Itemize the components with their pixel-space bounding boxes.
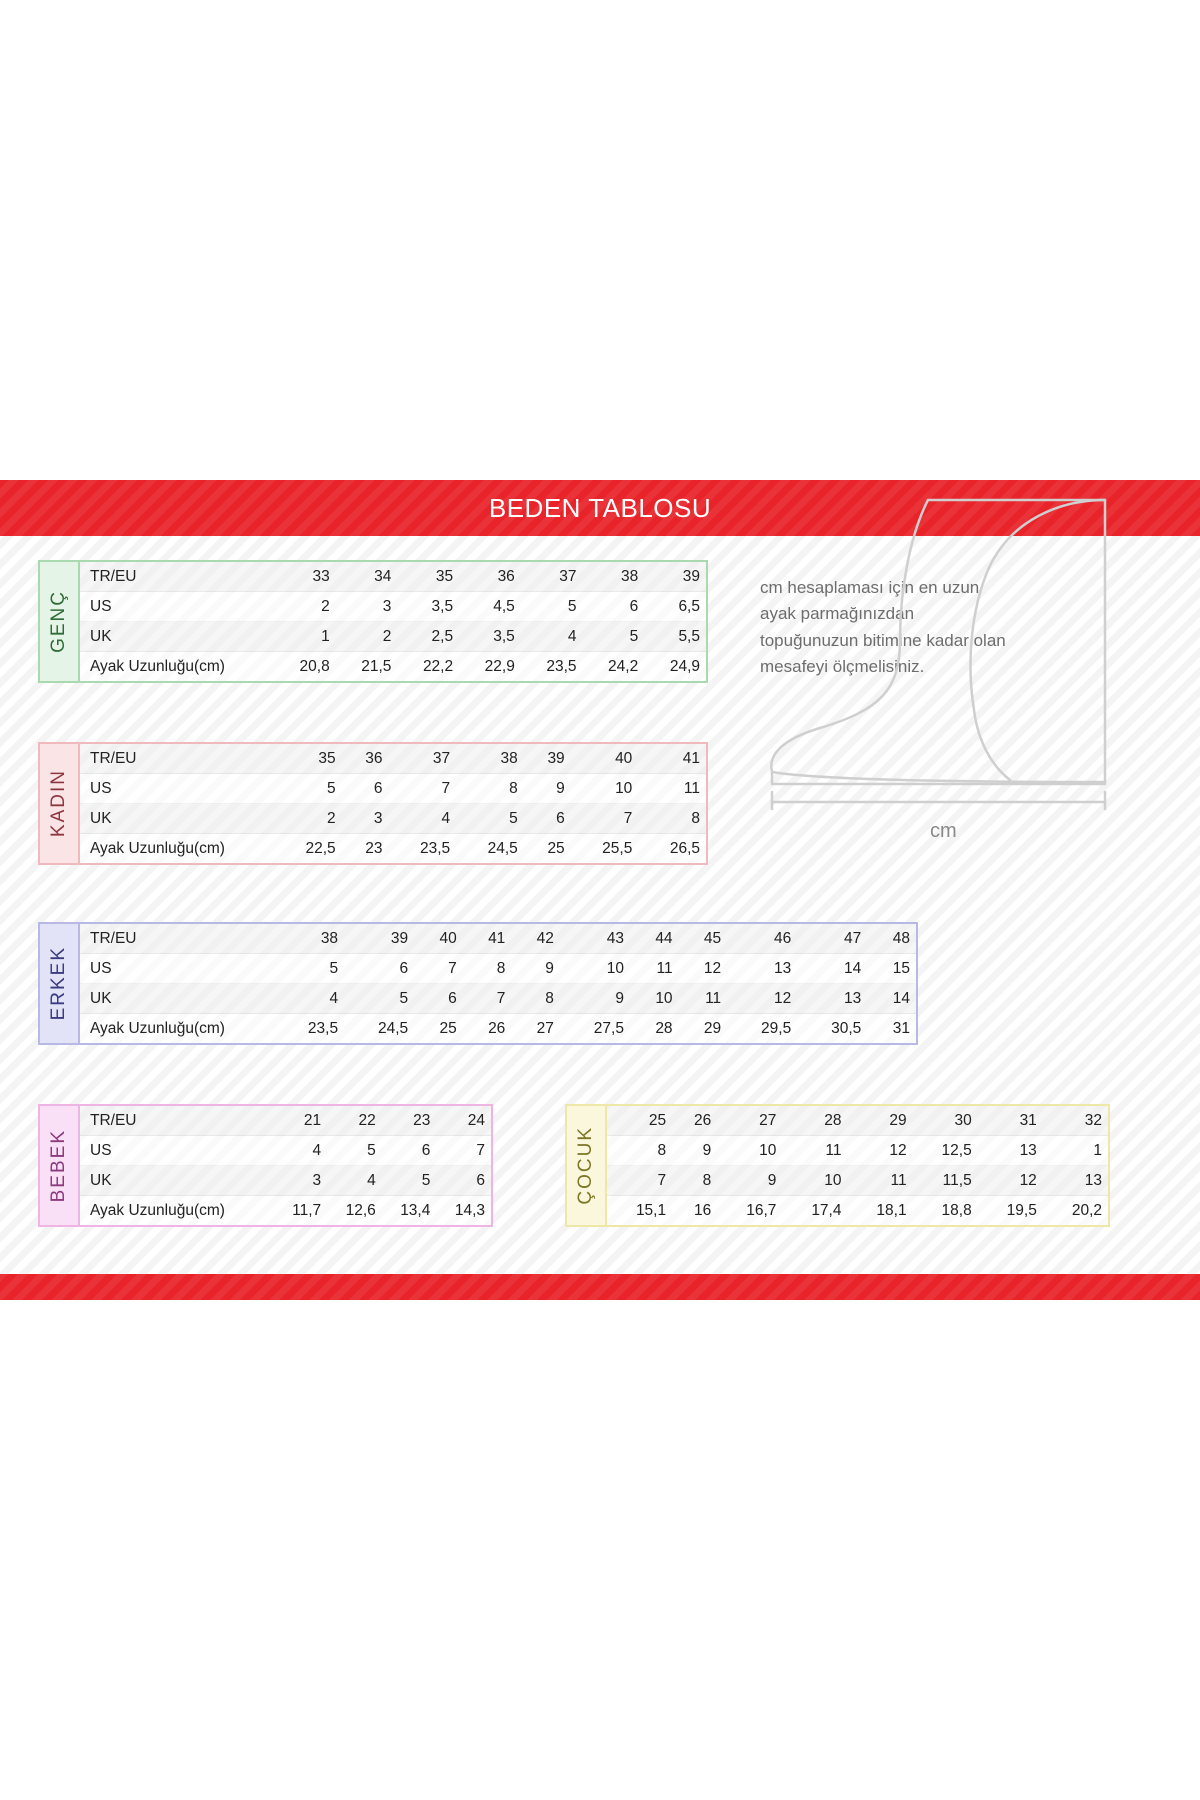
size-block-erkek [38,922,918,1045]
cell: 6 [342,774,389,804]
cell: 6 [414,984,463,1014]
cell: 4,5 [459,592,521,622]
cell: 9 [560,984,630,1014]
cell: 25 [607,1106,672,1136]
table-row [80,774,706,804]
cell: 8 [511,984,560,1014]
cell: 11,7 [292,1201,322,1219]
cell: 38 [456,744,524,774]
chart-footer [0,1274,1200,1300]
size-block-genc [38,560,708,683]
cell: 45 [679,924,728,954]
cell: 28 [782,1106,847,1136]
cell: 8 [672,1166,717,1196]
block-label-kadin [40,744,80,863]
cell: 39 [644,562,706,592]
cell: 30 [913,1106,978,1136]
table-row [80,1196,491,1226]
cell: 1 [1043,1136,1108,1166]
cell: 18,1 [876,1201,907,1219]
table-row [80,652,706,682]
cell: 20,2 [1071,1201,1102,1219]
cell: 39 [344,924,414,954]
table-row [80,744,706,774]
cell: 24,2 [608,657,639,675]
cell: 23,5 [419,839,451,857]
cell: 13 [1043,1166,1108,1196]
cell: 44 [630,924,679,954]
table-row [80,1106,491,1136]
cell: 26 [672,1106,717,1136]
cell: 12 [847,1136,912,1166]
row-label-length: Ayak Uzunluğu(cm) [90,1019,225,1037]
cell: 11 [847,1166,912,1196]
row-label-tr-eu: TR/EU [80,744,274,774]
cell: 37 [389,744,457,774]
cell: 29 [847,1106,912,1136]
cell: 14 [797,954,867,984]
cell: 5 [344,984,414,1014]
row-label-length: Ayak Uzunluğu(cm) [90,839,225,857]
cell: 27 [536,1019,554,1037]
cell: 40 [414,924,463,954]
cell: 5 [382,1166,437,1196]
table-row [80,592,706,622]
table-row [607,1196,1108,1226]
row-label-us: US [80,774,274,804]
cell: 8 [463,954,512,984]
cell: 12,5 [913,1136,978,1166]
block-label-bebek-text: BEBEK [48,1128,69,1203]
table-row [80,954,916,984]
cell: 2,5 [397,622,459,652]
table-row [80,804,706,834]
cell: 4 [389,804,457,834]
cell: 24,9 [669,657,700,675]
table-row [80,834,706,864]
cell: 15 [867,954,916,984]
cell: 24,5 [487,839,518,857]
size-block-cocuk [565,1104,1110,1227]
row-label-tr-eu: TR/EU [80,924,274,954]
cell: 10 [782,1166,847,1196]
cell: 23 [382,1106,437,1136]
cell: 7 [607,1166,672,1196]
cell: 23,5 [546,657,577,675]
foot-illustration [760,480,1150,810]
cell: 7 [414,954,463,984]
cell: 22 [327,1106,382,1136]
cell: 29,5 [761,1019,792,1037]
cell: 3 [274,1166,327,1196]
cell: 4 [521,622,583,652]
row-label-tr-eu: TR/EU [80,562,274,592]
table-row [80,1136,491,1166]
cell: 23,5 [307,1019,339,1037]
cell: 26 [488,1019,506,1037]
cell: 36 [459,562,521,592]
block-label-genc-text: GENÇ [48,590,69,653]
row-label-length: Ayak Uzunluğu(cm) [90,657,225,675]
cell: 10 [630,984,679,1014]
cell: 16 [694,1201,712,1219]
cell: 9 [511,954,560,984]
cell: 30,5 [831,1019,862,1037]
cell: 4 [327,1166,382,1196]
cell: 2 [274,804,342,834]
block-label-bebek [40,1106,80,1225]
cell: 25 [547,839,565,857]
cell: 24 [436,1106,491,1136]
row-label-us: US [80,954,274,984]
cell: 22,9 [484,657,515,675]
cell: 9 [717,1166,782,1196]
row-label-uk: UK [80,1166,274,1196]
size-table-bebek [80,1106,491,1225]
cell: 26,5 [669,839,700,857]
measurement-instructions: cm hesaplaması için en uzun ayak parmağınızdan topuğunuzun bitimine kadar olan mesafeyi ölçmelisiniz. [760,578,1006,677]
block-label-cocuk-text: ÇOCUK [575,1126,596,1205]
cell: 2 [336,622,398,652]
cell: 5 [521,592,583,622]
block-label-genc [40,562,80,681]
cell: 1 [274,622,336,652]
row-label-uk: UK [80,804,274,834]
cell: 10 [717,1136,782,1166]
cell: 7 [389,774,457,804]
cell: 47 [797,924,867,954]
cell: 36 [342,744,389,774]
table-row [80,562,706,592]
cell: 28 [655,1019,673,1037]
table-row [80,622,706,652]
cell: 21,5 [361,657,392,675]
cell: 35 [274,744,342,774]
cell: 35 [397,562,459,592]
cell: 16,7 [746,1201,777,1219]
cell: 41 [463,924,512,954]
size-block-bebek [38,1104,493,1227]
row-label-us: US [80,1136,274,1166]
cell: 4 [274,984,344,1014]
cell: 6 [524,804,571,834]
cm-measure-label: cm [930,820,957,842]
cell: 46 [727,924,797,954]
table-row [80,924,916,954]
cell: 9 [524,774,571,804]
page-title: BEDEN TABLOSU [488,492,712,523]
cell: 33 [274,562,336,592]
cell: 14,3 [454,1201,485,1219]
cell: 10 [560,954,630,984]
cell: 12 [679,954,728,984]
size-table-erkek [80,924,916,1043]
cell: 43 [560,924,630,954]
cell: 14 [867,984,916,1014]
cell: 13 [797,984,867,1014]
cell: 5 [274,954,344,984]
row-label-length: Ayak Uzunluğu(cm) [90,1201,225,1219]
cell: 25 [439,1019,457,1037]
cell: 37 [521,562,583,592]
cell: 9 [672,1136,717,1166]
cell: 12 [727,984,797,1014]
cell: 7 [571,804,639,834]
size-table-genc [80,562,706,681]
cell: 32 [1043,1106,1108,1136]
cell: 11,5 [913,1166,978,1196]
size-table-cocuk [607,1106,1108,1225]
cell: 27 [717,1106,782,1136]
cell: 39 [524,744,571,774]
cell: 22,2 [422,657,454,675]
cell: 25,5 [602,839,633,857]
row-label-us: US [80,592,274,622]
cell: 7 [463,984,512,1014]
size-chart-panel [0,480,1200,1300]
cell: 31 [892,1019,910,1037]
cell: 42 [511,924,560,954]
cell: 24,5 [377,1019,409,1037]
table-row [80,1166,491,1196]
cell: 5 [583,622,645,652]
cell: 12,6 [345,1201,376,1219]
cell: 48 [867,924,916,954]
cell: 11 [638,774,706,804]
cell: 34 [336,562,398,592]
cell: 21 [274,1106,327,1136]
cell: 5,5 [644,622,706,652]
cell: 6,5 [644,592,706,622]
table-row [607,1166,1108,1196]
row-label-uk: UK [80,622,274,652]
cell: 4 [274,1136,327,1166]
cell: 5 [327,1136,382,1166]
cell: 38 [583,562,645,592]
cell: 2 [274,592,336,622]
cell: 12 [978,1166,1043,1196]
cell: 38 [274,924,344,954]
cell: 22,5 [305,839,336,857]
size-block-kadin [38,742,708,865]
cell: 6 [344,954,414,984]
cell: 27,5 [593,1019,624,1037]
cell: 17,4 [811,1201,842,1219]
cell: 3,5 [459,622,521,652]
cell: 13 [727,954,797,984]
cell: 11 [782,1136,847,1166]
cell: 8 [607,1136,672,1166]
cell: 5 [274,774,342,804]
cell: 19,5 [1006,1201,1037,1219]
cell: 40 [571,744,639,774]
cell: 11 [630,954,679,984]
cell: 10 [571,774,639,804]
cell: 8 [456,774,524,804]
cell: 5 [456,804,524,834]
block-label-erkek-text: ERKEK [48,946,69,1021]
block-label-erkek [40,924,80,1043]
cell: 3 [336,592,398,622]
cell: 20,8 [299,657,330,675]
cell: 6 [583,592,645,622]
cell: 3 [342,804,389,834]
cell: 41 [638,744,706,774]
row-label-uk: UK [80,984,274,1014]
block-label-kadin-text: KADIN [48,769,69,838]
cell: 3,5 [397,592,459,622]
cell: 13,4 [400,1201,431,1219]
row-label-tr-eu: TR/EU [80,1106,274,1136]
cell: 15,1 [635,1201,667,1219]
table-row [80,1014,916,1044]
block-label-cocuk [567,1106,607,1225]
size-table-kadin [80,744,706,863]
cell: 31 [978,1106,1043,1136]
cell: 11 [679,984,728,1014]
table-row [607,1136,1108,1166]
cell: 6 [382,1136,437,1166]
table-row [80,984,916,1014]
table-row [607,1106,1108,1136]
cell: 18,8 [941,1201,972,1219]
cell: 6 [436,1166,491,1196]
cell: 7 [436,1136,491,1166]
cell: 23 [365,839,383,857]
cell: 8 [638,804,706,834]
cell: 29 [703,1019,722,1037]
cell: 13 [978,1136,1043,1166]
